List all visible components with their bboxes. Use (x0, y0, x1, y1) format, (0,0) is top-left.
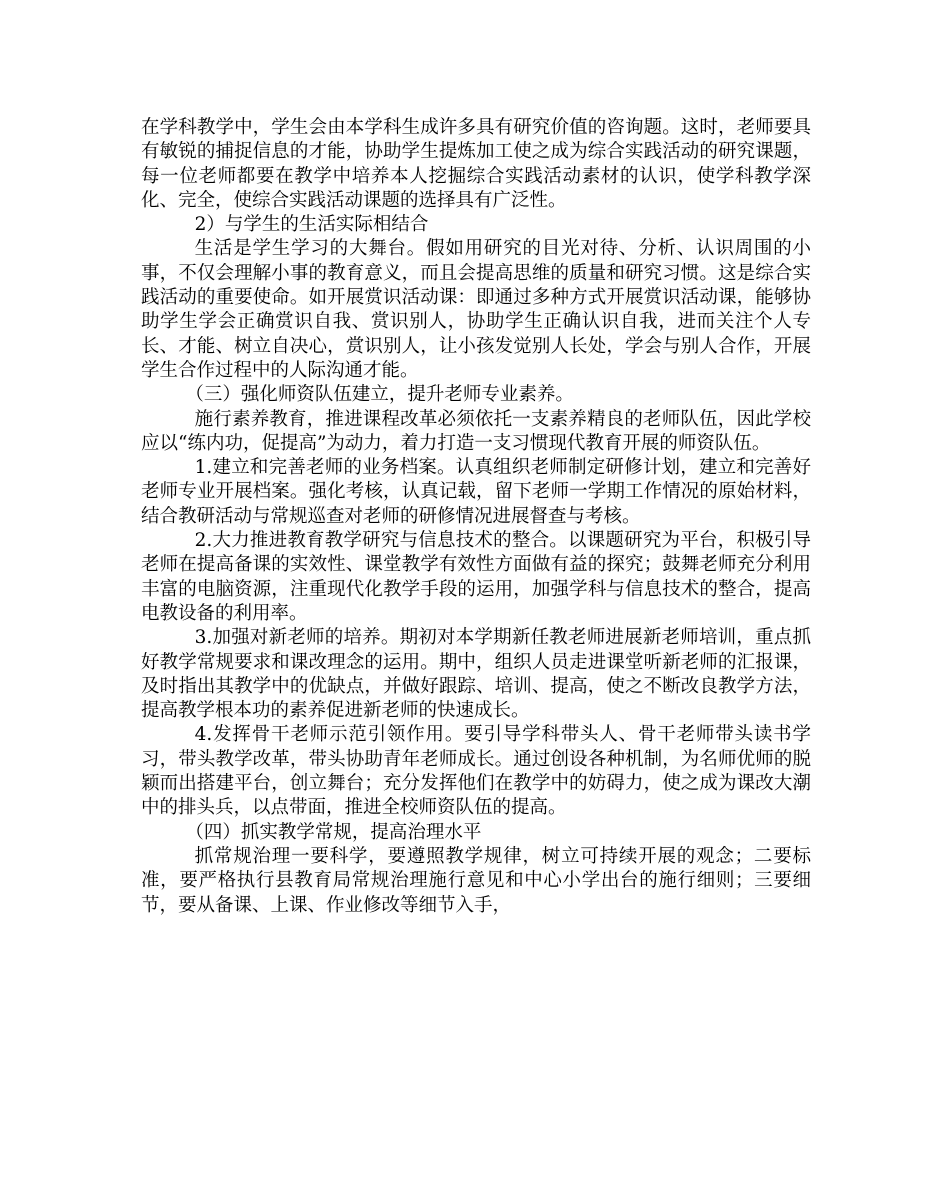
section-heading-teachers: （三）强化师资队伍建立，提升老师专业素养。 (185, 384, 574, 406)
paragraph-body: 生活是学生学习的大舞台。假如用研究的目光对待、分析、认识周围的小事，不仅会理解小事的教育意义，而且会提高思维的质量和研究习惯。这是综合实践活动的重要使命。如开展赏识活动课：即通过多种方式开展赏识活动课，能够协助学生学会正确赏识自我、赏识别人，协助学生正确认识自我，进而关注个人专长、才能、树立自决心，赏识别人，让小孩发觉别人长处，学会与别人合作，开展学生合作过程中的人际沟通才能。 (141, 238, 811, 381)
paragraph-body: 施行素养教育，推进课程改革必须依托一支素养精良的老师队伍，因此学校应以“练内功，促提高”为动力，着力打造一支习惯现代教育开展的师资队伍。 (141, 408, 811, 454)
document-page (141, 116, 811, 918)
subheading-life-connection: 2）与学生的生活实际相结合 (194, 214, 429, 236)
paragraph-continued: 在学科教学中，学生会由本学科生成许多具有研究价值的咨询题。这时，老师要具有敏锐的捕捉信息的才能，协助学生提炼加工使之成为综合实践活动的研究课题，每一位老师都要在教学中培养本人挖掘综合实践活动素材的认识，使学科教学深化、完全，使综合实践活动课题的选择具有广泛性。 (141, 117, 811, 211)
paragraph-body: 抓常规治理一要科学，要遵照教学规律，树立可持续开展的观念；二要标准，要严格执行县教育局常规治理施行意见和中心小学出台的施行细则；三要细节，要从备课、上课、作业修改等细节入手， (141, 845, 811, 916)
list-item-3: 3.加强对新老师的培养。期初对本学期新任教老师进展新老师培训，重点抓好教学常规要求和课改理念的运用。期中，组织人员走进课堂听新老师的汇报课，及时指出其教学中的优缺点，并做好跟踪、培训、提高，使之不断改良教学方法，提高教学根本功的素养促进新老师的快速成长。 (141, 627, 811, 722)
section-heading-routine: （四）抓实教学常规，提高治理水平 (185, 821, 482, 843)
list-item-2: 2.大力推进教育教学研究与信息技术的整合。以课题研究为平台，积极引导老师在提高备课的实效性、课堂教学有效性方面做有益的探究；鼓舞老师充分利用丰富的电脑资源，注重现代化教学手段的运用，加强学科与信息技术的整合，提高电教设备的利用率。 (141, 530, 811, 624)
list-item-1: 1.建立和完善老师的业务档案。认真组织老师制定研修计划，建立和完善好老师专业开展档案。强化考核，认真记载，留下老师一学期工作情况的原始材料，结合教研活动与常规巡查对老师的研修情况进展督查与考核。 (141, 457, 811, 527)
list-item-4: 4.发挥骨干老师示范引领作用。要引导学科带头人、骨干老师带头读书学习，带头教学改革，带头协助青年老师成长。通过创设各种机制，为名师优师的脱颖而出搭建平台，创立舞台；充分发挥他们在教学中的妨碍力，使之成为课改大潮中的排头兵，以点带面，推进全校师资队伍的提高。 (141, 724, 811, 819)
